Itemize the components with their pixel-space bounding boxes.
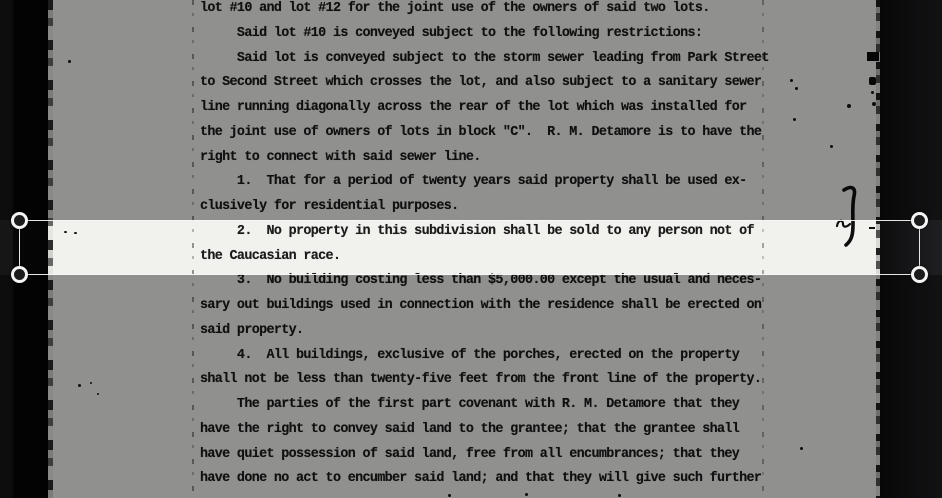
document-line: The parties of the first part covenant with R. M. Detamore that they (200, 397, 740, 412)
document-line: shall not be less than twenty-five feet from the front line of the property. (200, 372, 762, 388)
selection-handle-top-right[interactable] (911, 212, 928, 229)
document-line: the joint use of owners of lots in block "C". R. M. Detamore is to have the (200, 124, 762, 140)
document-line: right to connect with said sewer line. (200, 149, 481, 165)
document-line: clusively for residential purposes. (200, 199, 459, 214)
selection-handle-bottom-left[interactable] (11, 266, 28, 283)
selection-rectangle[interactable] (19, 220, 920, 275)
document-line: 1. That for a period of twenty years said property shall be used ex- (200, 174, 747, 190)
document-line: have the right to convey said land to the grantee; that the grantee shall (200, 421, 740, 437)
document-line: 2. No property in this subdivision shall be sold to any person not of (200, 223, 754, 239)
document-line: 3. No building costing less than $5,000.00 except the usual and neces- (200, 273, 762, 289)
document-line: line running diagonally across the rear of the lot which was installed for (200, 100, 747, 115)
ink-blot (867, 52, 879, 61)
document-line: Said lot is conveyed subject to the storm sewer leading from Park Street (200, 50, 769, 66)
document-line: the Caucasian race. (200, 248, 341, 264)
document-line: Said lot #10 is conveyed subject to the following restrictions: (200, 25, 703, 41)
document-line: lot #10 and lot #12 for the joint use of the owners of said two lots. (200, 1, 710, 16)
document-line: 4. All buildings, exclusive of the porches, erected on the property (200, 347, 740, 363)
selection-handle-bottom-right[interactable] (911, 266, 928, 283)
document-line: sary out buildings used in connection with the residence shall be erected on (200, 298, 762, 313)
document-line: have done no act to encumber said land; and that they will give such further (200, 471, 762, 487)
document-line: have quiet possession of said land, free from all encumbrances; that they (200, 446, 740, 462)
document-line: to Second Street which crosses the lot, and also subject to a sanitary sewer (200, 75, 762, 91)
selection-handle-top-left[interactable] (11, 212, 28, 229)
document-line: said property. (200, 322, 304, 338)
